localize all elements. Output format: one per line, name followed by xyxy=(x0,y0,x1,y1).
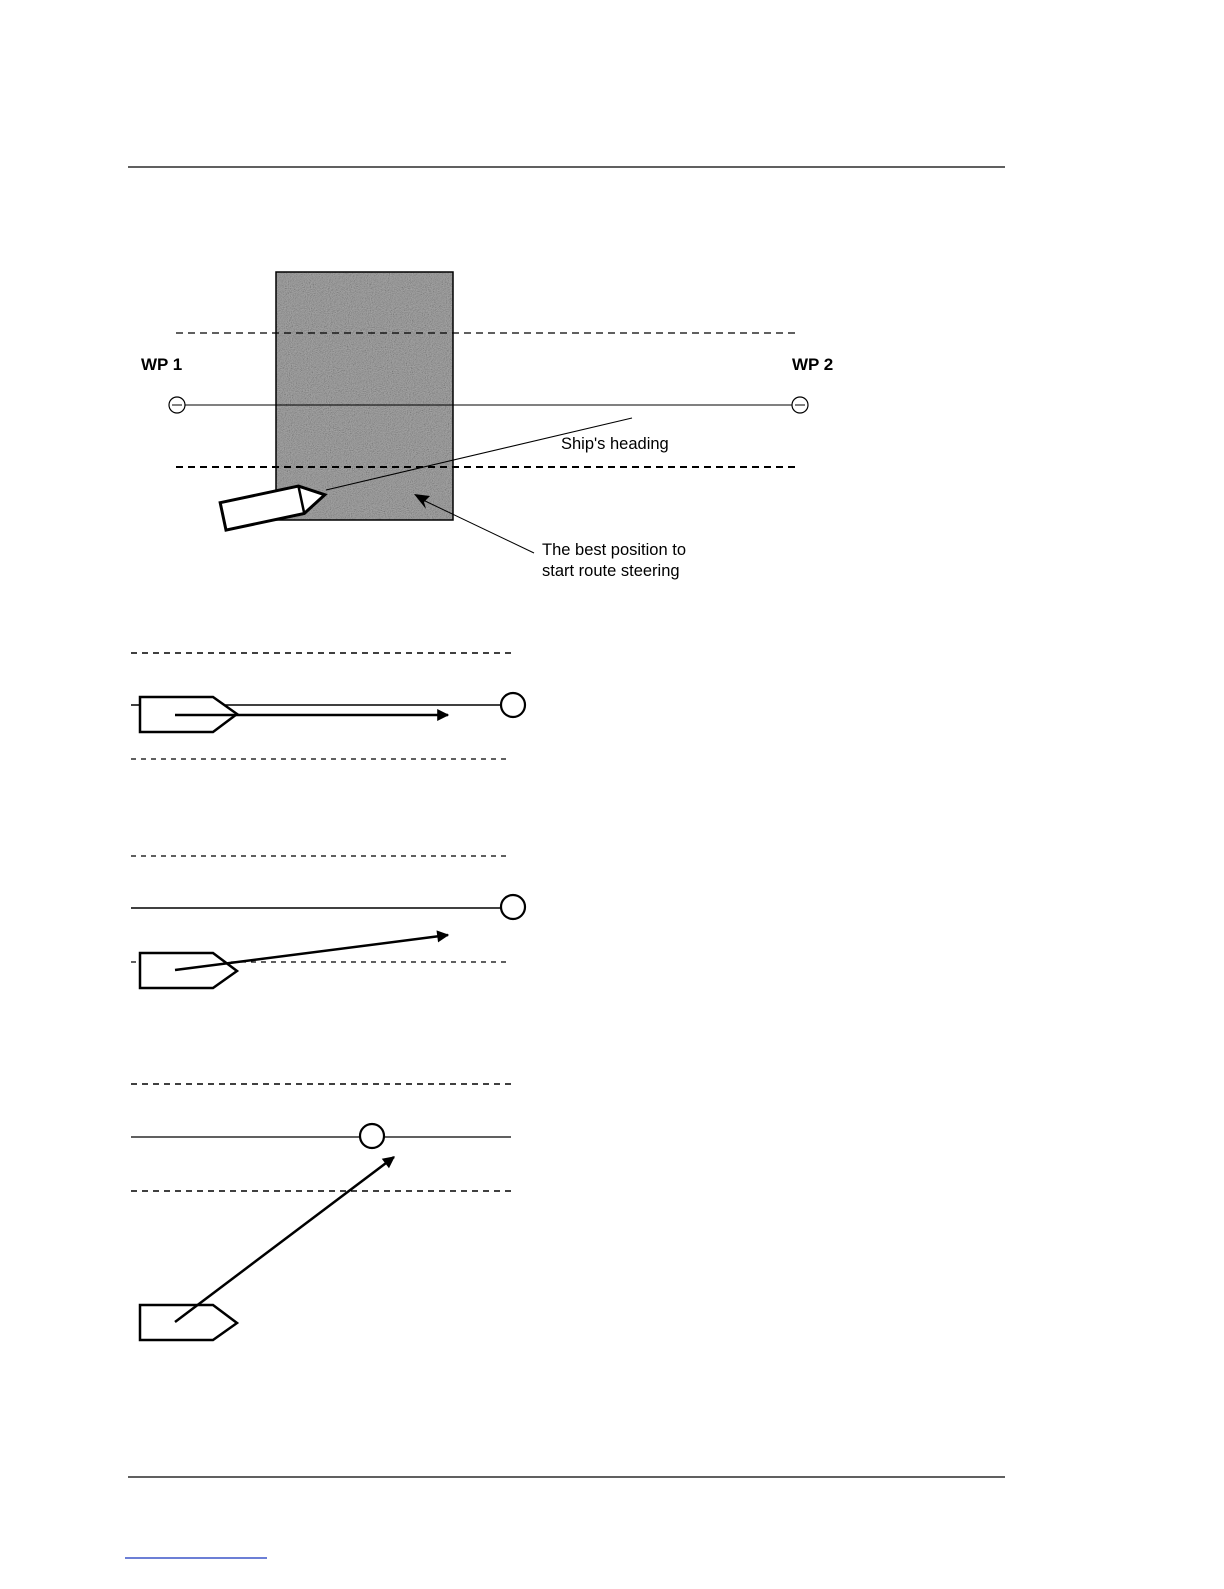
best-position-label-line-1: The best position to xyxy=(542,541,687,559)
case1-waypoint-marker xyxy=(501,693,525,717)
figure-case-small-deviation xyxy=(131,856,525,988)
case3-heading-arrow xyxy=(175,1157,394,1322)
waypoint-2-label: WP 2 xyxy=(792,355,834,374)
ship-heading-label: Ship's heading xyxy=(561,435,669,453)
waypoint-1-label: WP 1 xyxy=(141,355,183,374)
best-position-label-line-2: start route steering xyxy=(542,562,680,580)
best-position-leader xyxy=(423,500,534,553)
case2-waypoint-marker xyxy=(501,895,525,919)
case2-ship-icon xyxy=(140,953,237,988)
figure-case-large-deviation xyxy=(131,1084,511,1340)
shaded-zone xyxy=(276,272,453,520)
case2-heading-arrow xyxy=(175,935,448,970)
case3-ship-icon xyxy=(140,1305,237,1340)
case3-waypoint-marker xyxy=(360,1124,384,1148)
figure-overview xyxy=(141,272,833,580)
figure-case-on-track xyxy=(131,653,525,759)
